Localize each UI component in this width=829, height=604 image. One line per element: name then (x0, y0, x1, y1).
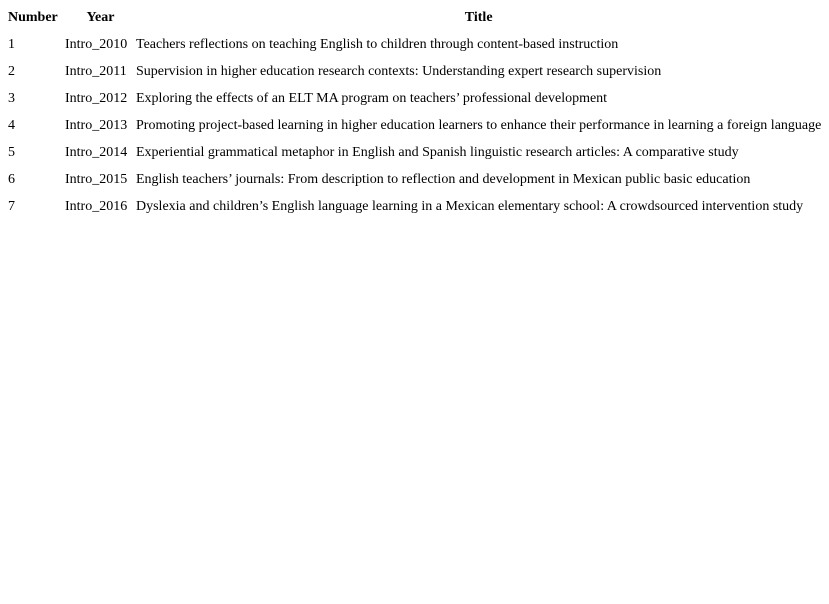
row-title: Dyslexia and children’s English language learning in a Mexican elementary school: A crowdsourced intervention study (136, 198, 804, 214)
row-title: Promoting project-based learning in higher education learners to enhance their performance in learning a foreign language (136, 117, 822, 133)
table-header (8, 4, 821, 31)
row-number: 3 (8, 90, 15, 106)
table-row (8, 139, 821, 166)
row-title: Experiential grammatical metaphor in English and Spanish linguistic research articles: A comparative study (136, 144, 739, 160)
header-number: Number (8, 9, 58, 25)
row-number: 7 (8, 198, 15, 214)
table-row (8, 58, 821, 85)
row-year: Intro_2014 (65, 144, 128, 160)
row-number: 4 (8, 117, 15, 133)
row-title: English teachers’ journals: From description to reflection and development in Mexican public basic education (136, 171, 751, 187)
header-title: Title (464, 9, 493, 25)
header-year: Year (86, 9, 115, 25)
row-year: Intro_2012 (65, 90, 128, 106)
table-row (8, 166, 821, 193)
table-row (8, 31, 821, 58)
row-number: 1 (8, 36, 15, 52)
row-year: Intro_2010 (65, 36, 128, 52)
header-row (8, 4, 821, 31)
row-number: 2 (8, 63, 15, 79)
table-row (8, 85, 821, 112)
row-year: Intro_2013 (65, 117, 128, 133)
row-number: 6 (8, 171, 15, 187)
row-year: Intro_2016 (65, 198, 128, 214)
row-year: Intro_2015 (65, 171, 128, 187)
row-number: 5 (8, 144, 15, 160)
table-row (8, 193, 821, 220)
row-year: Intro_2011 (65, 63, 127, 79)
row-title: Exploring the effects of an ELT MA program on teachers’ professional development (136, 90, 608, 106)
corpus-table (8, 4, 821, 220)
table-row (8, 112, 821, 139)
row-title: Supervision in higher education research contexts: Understanding expert research supervision (136, 63, 662, 79)
row-title: Teachers reflections on teaching English to children through content-based instruction (136, 36, 619, 52)
table-body (8, 31, 821, 220)
